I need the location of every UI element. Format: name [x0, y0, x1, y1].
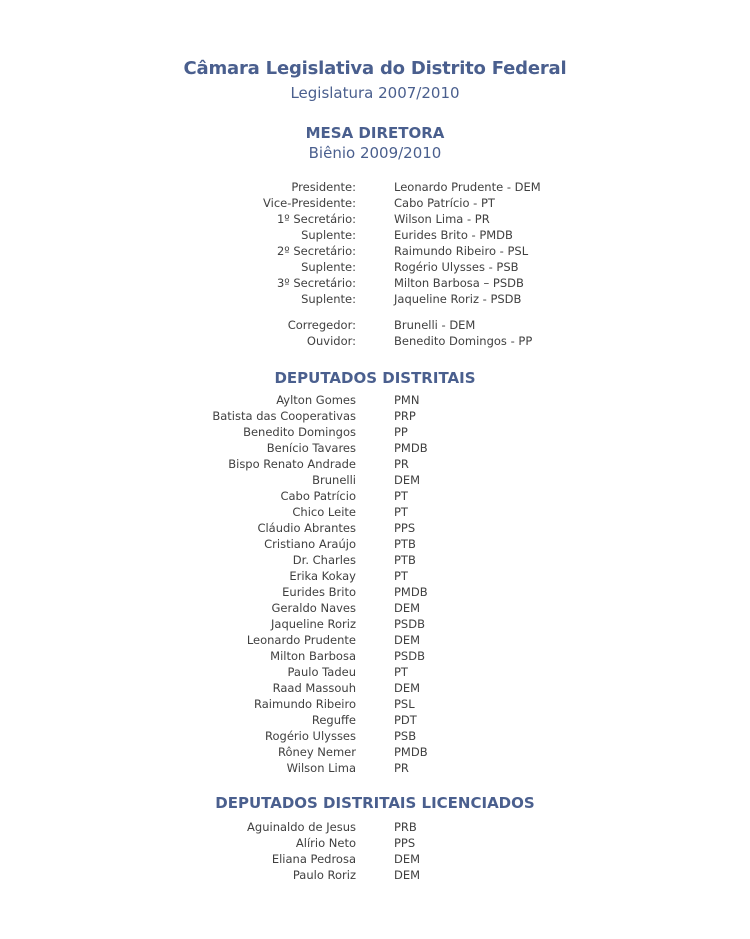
mesa-members-list — [0, 179, 750, 307]
deputado-party: DEM — [394, 601, 421, 615]
deputado-row — [0, 568, 750, 584]
deputado-party: PTB — [394, 537, 416, 551]
deputado-name: Dr. Charles — [292, 553, 356, 567]
deputado-row — [0, 712, 750, 728]
deputado-row — [0, 456, 750, 472]
deputado-name: Paulo Tadeu — [287, 665, 356, 679]
deputado-row — [0, 648, 750, 664]
mesa-member-row — [0, 195, 750, 211]
deputado-row — [0, 584, 750, 600]
licenciado-name: Alírio Neto — [295, 836, 356, 850]
deputado-row — [0, 728, 750, 744]
deputado-party: PSB — [394, 729, 417, 743]
deputado-party: PR — [394, 761, 409, 775]
mesa-role: Suplente: — [301, 228, 356, 242]
mesa-other-role: Ouvidor: — [306, 334, 356, 348]
deputado-party: DEM — [394, 681, 421, 695]
deputado-row — [0, 472, 750, 488]
mesa-member-row — [0, 275, 750, 291]
deputado-party: DEM — [394, 473, 421, 487]
mesa-role: Suplente: — [301, 260, 356, 274]
deputado-name: Bispo Renato Andrade — [228, 457, 356, 471]
licenciado-party: PRB — [394, 820, 417, 834]
deputados-list — [0, 392, 750, 776]
deputado-party: PMDB — [394, 585, 428, 599]
mesa-role: 2º Secretário: — [276, 244, 356, 258]
deputado-row — [0, 504, 750, 520]
licenciado-party: DEM — [394, 852, 421, 866]
deputado-party: DEM — [394, 633, 421, 647]
deputado-name: Leonardo Prudente — [246, 633, 356, 647]
deputado-row — [0, 424, 750, 440]
deputado-name: Batista das Cooperativas — [212, 409, 356, 423]
deputado-row — [0, 392, 750, 408]
deputado-row — [0, 664, 750, 680]
deputado-row — [0, 536, 750, 552]
licenciado-name: Eliana Pedrosa — [271, 852, 356, 866]
deputado-party: PMN — [394, 393, 420, 407]
deputado-party: PT — [394, 489, 408, 503]
deputado-name: Rogério Ulysses — [265, 729, 356, 743]
mesa-other-name: Brunelli - DEM — [394, 318, 476, 332]
deputado-name: Cristiano Araújo — [264, 537, 356, 551]
licenciado-party: DEM — [394, 868, 421, 882]
deputado-name: Reguffe — [311, 713, 356, 727]
deputados-title: DEPUTADOS DISTRITAIS — [274, 369, 476, 387]
deputado-name: Cláudio Abrantes — [257, 521, 356, 535]
mesa-others-list — [0, 317, 750, 349]
mesa-member-row — [0, 259, 750, 275]
deputado-name: Chico Leite — [292, 505, 356, 519]
mesa-other-row — [0, 317, 750, 333]
deputado-row — [0, 744, 750, 760]
mesa-member-row — [0, 211, 750, 227]
deputado-party: PT — [394, 505, 408, 519]
deputado-name: Rôney Nemer — [277, 745, 356, 759]
deputado-name: Geraldo Naves — [271, 601, 356, 615]
deputado-name: Aylton Gomes — [276, 393, 356, 407]
mesa-title: MESA DIRETORA — [305, 124, 445, 142]
deputado-row — [0, 632, 750, 648]
deputado-row — [0, 760, 750, 776]
deputado-name: Benício Tavares — [266, 441, 356, 455]
mesa-member-row — [0, 179, 750, 195]
deputado-row — [0, 408, 750, 424]
mesa-member-name: Eurides Brito - PMDB — [394, 228, 513, 242]
deputado-party: PSDB — [394, 617, 425, 631]
mesa-other-role: Corregedor: — [287, 318, 356, 332]
deputado-row — [0, 680, 750, 696]
licenciado-row — [0, 851, 750, 867]
licenciado-row — [0, 867, 750, 883]
mesa-member-name: Cabo Patrício - PT — [394, 196, 495, 210]
deputado-party: PSDB — [394, 649, 425, 663]
deputado-row — [0, 600, 750, 616]
deputado-row — [0, 488, 750, 504]
licenciado-party: PPS — [394, 836, 416, 850]
deputado-name: Benedito Domingos — [243, 425, 356, 439]
mesa-role: Vice-Presidente: — [263, 196, 356, 210]
deputado-row — [0, 440, 750, 456]
deputado-party: PDT — [394, 713, 417, 727]
licenciado-row — [0, 835, 750, 851]
mesa-member-name: Rogério Ulysses - PSB — [394, 260, 519, 274]
deputado-party: PT — [394, 569, 408, 583]
licenciados-list — [0, 819, 750, 883]
mesa-member-name: Milton Barbosa – PSDB — [394, 276, 524, 290]
mesa-role: Presidente: — [291, 180, 356, 194]
deputado-name: Jaqueline Roriz — [271, 617, 356, 631]
deputado-row — [0, 552, 750, 568]
deputado-name: Brunelli — [312, 473, 356, 487]
mesa-subtitle: Biênio 2009/2010 — [308, 144, 442, 162]
deputado-party: PPS — [394, 521, 416, 535]
deputado-party: PP — [394, 425, 408, 439]
deputado-name: Cabo Patrício — [280, 489, 356, 503]
deputado-name: Milton Barbosa — [270, 649, 356, 663]
mesa-member-row — [0, 227, 750, 243]
deputado-row — [0, 616, 750, 632]
mesa-other-row — [0, 333, 750, 349]
deputado-party: PT — [394, 665, 408, 679]
mesa-role: 3º Secretário: — [276, 276, 356, 290]
licenciado-name: Paulo Roriz — [292, 868, 356, 882]
mesa-member-name: Jaqueline Roriz - PSDB — [394, 292, 522, 306]
deputado-party: PMDB — [394, 441, 428, 455]
deputado-row — [0, 696, 750, 712]
deputado-name: Raimundo Ribeiro — [253, 697, 356, 711]
mesa-role: Suplente: — [301, 292, 356, 306]
mesa-member-name: Leonardo Prudente - DEM — [394, 180, 541, 194]
deputado-name: Raad Massouh — [272, 681, 356, 695]
mesa-member-name: Raimundo Ribeiro - PSL — [394, 244, 529, 258]
deputado-party: PTB — [394, 553, 416, 567]
deputado-party: PRP — [394, 409, 416, 423]
mesa-other-name: Benedito Domingos - PP — [394, 334, 533, 348]
deputado-party: PR — [394, 457, 409, 471]
mesa-member-row — [0, 243, 750, 259]
deputado-name: Wilson Lima — [286, 761, 356, 775]
deputado-name: Eurides Brito — [282, 585, 356, 599]
deputado-party: PMDB — [394, 745, 428, 759]
mesa-member-name: Wilson Lima - PR — [394, 212, 490, 226]
deputado-party: PSL — [394, 697, 415, 711]
page-title: Câmara Legislativa do Distrito Federal — [183, 58, 567, 79]
licenciado-row — [0, 819, 750, 835]
mesa-member-row — [0, 291, 750, 307]
licenciado-name: Aguinaldo de Jesus — [247, 820, 356, 834]
mesa-role: 1º Secretário: — [276, 212, 356, 226]
licenciados-title: DEPUTADOS DISTRITAIS LICENCIADOS — [215, 794, 535, 812]
deputado-row — [0, 520, 750, 536]
deputado-name: Erika Kokay — [289, 569, 356, 583]
page-subtitle: Legislatura 2007/2010 — [290, 84, 460, 102]
